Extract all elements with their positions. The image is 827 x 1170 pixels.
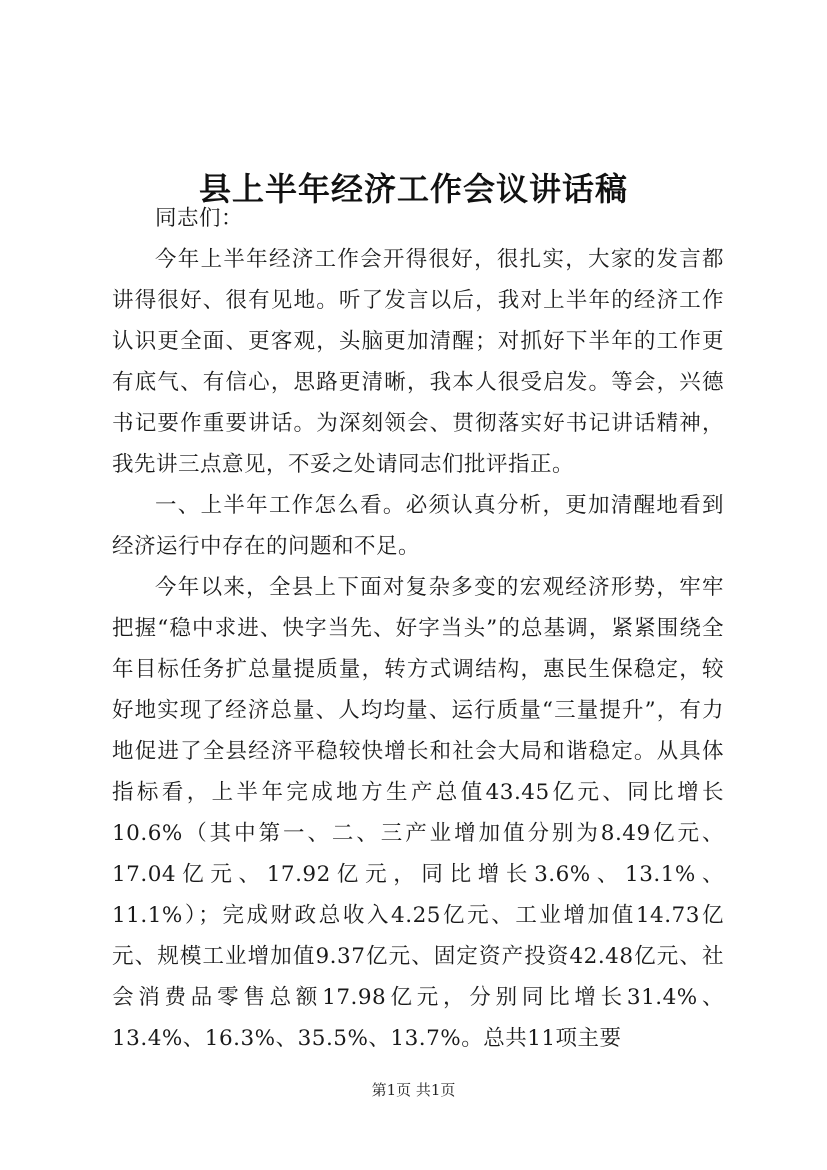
- salutation: 同志们：: [155, 206, 244, 231]
- paragraph-opening: 今年上半年经济工作会开得很好，很扎实，大家的发言都讲得很好、很有见地。听了发言以后，我对上半年的经济工作认识更全面、更客观，头脑更加清醒；对抓好下半年的工作更有底气、有信心，思路更清晰，我本人很受启发。等会，兴德书记要作重要讲话。为深刻领会、贯彻落实好书记讲话精神，我先讲三点意见，不妥之处请同志们批评指正。: [112, 247, 724, 477]
- paragraph-economic-indicators: 今年以来，全县上下面对复杂多变的宏观经济形势，牢牢把握“稳中求进、快字当先、好字当头”的总基调，紧紧围绕全年目标任务扩总量提质量，转方式调结构，惠民生保稳定，较好地实现了经济总量、人均均量、运行质量“三量提升”，有力地促进了全县经济平稳较快增长和社会大局和谐稳定。从具体指标看，上半年完成地方生产总值43.45亿元、同比增长10.6%（其中第一、二、三产业增加值分别为8.49亿元、17.04亿元、17.92亿元，同比增长3.6%、13.1%、11.1%）；完成财政总收入4.25亿元、工业增加值14.73亿元、规模工业增加值9.37亿元、固定资产投资42.48亿元、社会消费品零售总额17.98亿元，分别同比增长31.4%、13.4%、16.3%、35.5%、13.7%。总共11项主要: [112, 575, 724, 1051]
- paragraph-section-one-heading: 一、上半年工作怎么看。必须认真分析，更加清醒地看到经济运行中存在的问题和不足。: [112, 493, 724, 559]
- document-body: [112, 198, 724, 1059]
- document-title: 县上半年经济工作会议讲话稿: [198, 170, 628, 209]
- page-footer: 第1页 共1页: [371, 1081, 456, 1099]
